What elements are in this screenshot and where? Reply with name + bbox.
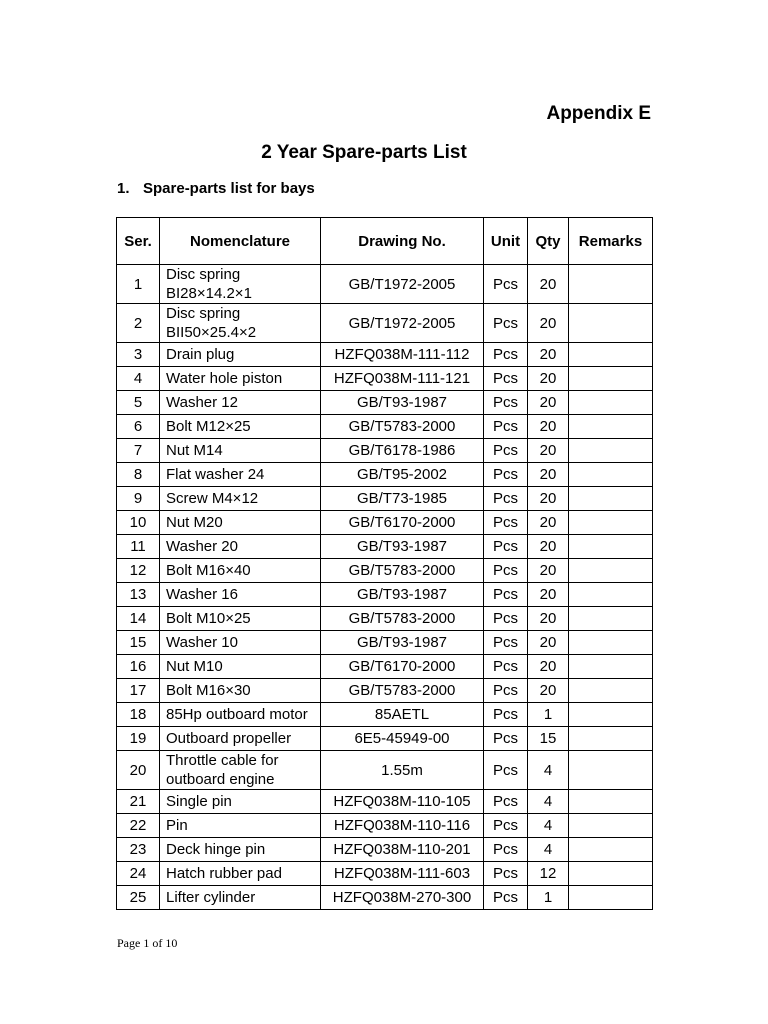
cell-nomenclature [160,487,321,511]
nomenclature-line: Nut M20 [166,514,223,531]
cell-drawing-no: GB/T5783-2000 [321,559,484,583]
header-qty: Qty [528,218,569,265]
table-row [117,391,653,415]
cell-unit: Pcs [484,607,528,631]
cell-remarks [569,814,653,838]
table-row [117,838,653,862]
nomenclature-line: Throttle cable for [166,752,279,769]
cell-qty: 20 [528,367,569,391]
cell-unit: Pcs [484,790,528,814]
table-row [117,439,653,463]
cell-ser: 6 [117,415,160,439]
table-row [117,655,653,679]
cell-unit: Pcs [484,703,528,727]
cell-nomenclature [160,463,321,487]
nomenclature-line: Drain plug [166,346,235,363]
cell-nomenclature [160,265,321,304]
table-row [117,790,653,814]
section-heading [117,180,315,197]
nomenclature-line: Bolt M16×40 [166,562,251,579]
cell-qty: 4 [528,814,569,838]
table-row [117,559,653,583]
table-body [117,265,653,910]
table-row [117,583,653,607]
cell-drawing-no: HZFQ038M-111-121 [321,367,484,391]
cell-nomenclature [160,343,321,367]
nomenclature-line: Nut M14 [166,442,223,459]
header-ser: Ser. [117,218,160,265]
cell-unit: Pcs [484,265,528,304]
cell-remarks [569,838,653,862]
cell-drawing-no: GB/T93-1987 [321,583,484,607]
cell-unit: Pcs [484,511,528,535]
cell-unit: Pcs [484,391,528,415]
cell-qty: 20 [528,559,569,583]
table-row [117,367,653,391]
page-number: Page 1 of 10 [117,936,178,950]
cell-ser: 21 [117,790,160,814]
cell-drawing-no: GB/T93-1987 [321,535,484,559]
nomenclature-line: Water hole piston [166,370,283,387]
header-remarks: Remarks [569,218,653,265]
nomenclature-line: Screw M4×12 [166,490,259,507]
cell-remarks [569,655,653,679]
page-title: 2 Year Spare-parts List [261,142,467,163]
cell-ser: 20 [117,751,160,790]
cell-nomenclature [160,511,321,535]
cell-ser: 3 [117,343,160,367]
cell-remarks [569,439,653,463]
cell-remarks [569,631,653,655]
cell-remarks [569,367,653,391]
cell-unit: Pcs [484,751,528,790]
cell-drawing-no: 85AETL [321,703,484,727]
cell-remarks [569,535,653,559]
cell-unit: Pcs [484,367,528,391]
cell-remarks [569,415,653,439]
table-row [117,814,653,838]
cell-qty: 4 [528,790,569,814]
table-row [117,463,653,487]
cell-ser: 12 [117,559,160,583]
nomenclature-line: Bolt M10×25 [166,610,251,627]
cell-unit: Pcs [484,727,528,751]
cell-qty: 20 [528,463,569,487]
cell-drawing-no: GB/T5783-2000 [321,607,484,631]
table-row [117,631,653,655]
cell-nomenclature [160,304,321,343]
table-row [117,751,653,790]
cell-qty: 4 [528,838,569,862]
nomenclature-line: 85Hp outboard motor [166,706,308,723]
nomenclature-line: Disc spring [166,266,241,283]
cell-nomenclature [160,367,321,391]
cell-ser: 11 [117,535,160,559]
cell-ser: 24 [117,862,160,886]
cell-ser: 10 [117,511,160,535]
cell-qty: 20 [528,655,569,679]
cell-unit: Pcs [484,862,528,886]
cell-drawing-no: GB/T6170-2000 [321,511,484,535]
cell-qty: 20 [528,631,569,655]
header-unit: Unit [484,218,528,265]
table-row [117,415,653,439]
section-title: Spare-parts list for bays [143,180,315,197]
cell-qty: 20 [528,304,569,343]
cell-unit: Pcs [484,583,528,607]
cell-nomenclature [160,631,321,655]
nomenclature-line: BI28×14.2×1 [166,285,252,302]
cell-drawing-no: GB/T6178-1986 [321,439,484,463]
table-row [117,487,653,511]
table-row [117,511,653,535]
cell-ser: 8 [117,463,160,487]
cell-nomenclature [160,751,321,790]
cell-qty: 20 [528,607,569,631]
nomenclature-line: Bolt M16×30 [166,682,251,699]
table-row [117,886,653,910]
cell-nomenclature [160,415,321,439]
cell-drawing-no: GB/T73-1985 [321,487,484,511]
cell-qty: 20 [528,535,569,559]
nomenclature-line: Deck hinge pin [166,841,266,858]
cell-drawing-no: GB/T95-2002 [321,463,484,487]
cell-ser: 13 [117,583,160,607]
table-row [117,535,653,559]
cell-remarks [569,751,653,790]
cell-ser: 19 [117,727,160,751]
cell-qty: 20 [528,583,569,607]
table-row [117,343,653,367]
cell-qty: 20 [528,415,569,439]
cell-remarks [569,559,653,583]
cell-nomenclature [160,535,321,559]
nomenclature-line: Lifter cylinder [166,889,256,906]
cell-ser: 23 [117,838,160,862]
cell-unit: Pcs [484,487,528,511]
cell-unit: Pcs [484,814,528,838]
cell-unit: Pcs [484,535,528,559]
header-nomenclature: Nomenclature [160,218,321,265]
table-row [117,862,653,886]
cell-remarks [569,703,653,727]
cell-qty: 20 [528,511,569,535]
nomenclature-line: Single pin [166,793,232,810]
cell-drawing-no: HZFQ038M-110-105 [321,790,484,814]
table-row [117,679,653,703]
nomenclature-line: BII50×25.4×2 [166,324,257,341]
cell-remarks [569,886,653,910]
cell-remarks [569,343,653,367]
cell-drawing-no: HZFQ038M-110-201 [321,838,484,862]
cell-remarks [569,487,653,511]
cell-drawing-no: GB/T6170-2000 [321,655,484,679]
cell-remarks [569,679,653,703]
table-row [117,703,653,727]
cell-drawing-no: GB/T93-1987 [321,391,484,415]
nomenclature-line: Bolt M12×25 [166,418,251,435]
cell-nomenclature [160,790,321,814]
table-row [117,607,653,631]
cell-remarks [569,790,653,814]
table-row [117,265,653,304]
nomenclature-line: Disc spring [166,305,241,322]
cell-ser: 15 [117,631,160,655]
cell-unit: Pcs [484,304,528,343]
cell-ser: 7 [117,439,160,463]
cell-unit: Pcs [484,463,528,487]
cell-ser: 18 [117,703,160,727]
cell-nomenclature [160,655,321,679]
cell-nomenclature [160,703,321,727]
nomenclature-line: Washer 10 [166,634,238,651]
cell-remarks [569,304,653,343]
cell-nomenclature [160,559,321,583]
cell-nomenclature [160,439,321,463]
cell-drawing-no: GB/T1972-2005 [321,265,484,304]
cell-remarks [569,265,653,304]
cell-remarks [569,607,653,631]
cell-qty: 20 [528,391,569,415]
cell-ser: 1 [117,265,160,304]
cell-drawing-no: 6E5-45949-00 [321,727,484,751]
cell-drawing-no: GB/T1972-2005 [321,304,484,343]
cell-qty: 1 [528,886,569,910]
cell-ser: 9 [117,487,160,511]
cell-remarks [569,463,653,487]
cell-qty: 12 [528,862,569,886]
cell-qty: 20 [528,679,569,703]
appendix-label: Appendix E [546,103,651,124]
cell-remarks [569,583,653,607]
cell-drawing-no: HZFQ038M-110-116 [321,814,484,838]
table-row [117,727,653,751]
cell-unit: Pcs [484,838,528,862]
cell-ser: 16 [117,655,160,679]
cell-remarks [569,862,653,886]
cell-nomenclature [160,862,321,886]
cell-ser: 25 [117,886,160,910]
cell-drawing-no: GB/T93-1987 [321,631,484,655]
header-drawing-no: Drawing No. [321,218,484,265]
cell-nomenclature [160,886,321,910]
cell-unit: Pcs [484,343,528,367]
cell-remarks [569,391,653,415]
cell-qty: 1 [528,703,569,727]
cell-ser: 17 [117,679,160,703]
cell-ser: 22 [117,814,160,838]
cell-unit: Pcs [484,655,528,679]
cell-unit: Pcs [484,679,528,703]
cell-nomenclature [160,391,321,415]
nomenclature-line: Outboard propeller [166,730,292,747]
nomenclature-line: Hatch rubber pad [166,865,282,882]
cell-qty: 4 [528,751,569,790]
cell-drawing-no: 1.55m [321,751,484,790]
cell-qty: 15 [528,727,569,751]
cell-qty: 20 [528,439,569,463]
cell-unit: Pcs [484,631,528,655]
cell-nomenclature [160,607,321,631]
cell-drawing-no: HZFQ038M-270-300 [321,886,484,910]
nomenclature-line: outboard engine [166,771,275,788]
cell-ser: 4 [117,367,160,391]
cell-drawing-no: GB/T5783-2000 [321,679,484,703]
cell-unit: Pcs [484,439,528,463]
cell-unit: Pcs [484,886,528,910]
cell-ser: 5 [117,391,160,415]
nomenclature-line: Nut M10 [166,658,223,675]
nomenclature-line: Washer 16 [166,586,238,603]
cell-drawing-no: HZFQ038M-111-603 [321,862,484,886]
cell-unit: Pcs [484,415,528,439]
cell-ser: 14 [117,607,160,631]
nomenclature-line: Washer 20 [166,538,238,555]
nomenclature-line: Washer 12 [166,394,238,411]
cell-nomenclature [160,814,321,838]
table-header-row [117,218,653,265]
cell-nomenclature [160,679,321,703]
cell-unit: Pcs [484,559,528,583]
cell-drawing-no: HZFQ038M-111-112 [321,343,484,367]
cell-nomenclature [160,838,321,862]
spare-parts-table [116,217,653,910]
nomenclature-line: Flat washer 24 [166,466,265,483]
cell-qty: 20 [528,487,569,511]
cell-ser: 2 [117,304,160,343]
table-row [117,304,653,343]
cell-qty: 20 [528,265,569,304]
cell-remarks [569,511,653,535]
cell-nomenclature [160,583,321,607]
section-number: 1. [117,180,130,197]
nomenclature-line: Pin [166,817,188,834]
cell-remarks [569,727,653,751]
cell-drawing-no: GB/T5783-2000 [321,415,484,439]
cell-qty: 20 [528,343,569,367]
cell-nomenclature [160,727,321,751]
